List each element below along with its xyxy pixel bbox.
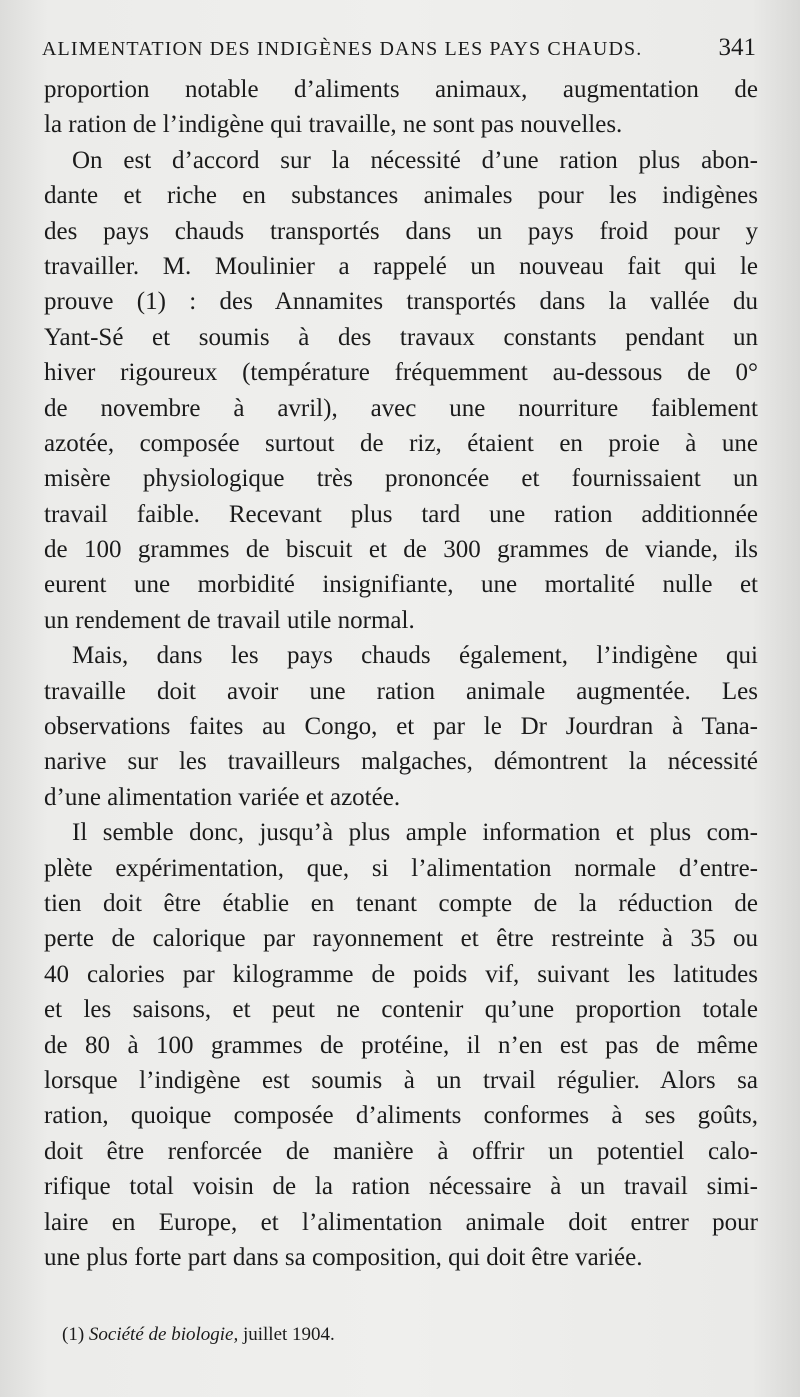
text-line: On est d’accord sur la nécessité d’une ration plus abon-: [72, 146, 758, 174]
text-line: dante et riche en substances animales pour les indigènes: [44, 182, 758, 210]
text-line: travail faible. Recevant plus tard une ration additionnée: [44, 500, 758, 528]
text-line: plète expérimentation, que, si l’alimentation normale d’entre-: [44, 854, 758, 882]
text-line: de novembre à avril), avec une nourriture faiblement: [44, 394, 758, 422]
text-line: Mais, dans les pays chauds également, l’indigène qui: [72, 642, 758, 670]
page-header: [42, 36, 756, 68]
text-line: azotée, composée surtout de riz, étaient en proie à une: [44, 429, 758, 457]
text-line: proportion notable d’aliments animaux, augmentation de: [44, 76, 758, 103]
footnote-source: Société de biologie,: [88, 1324, 239, 1345]
text-line: doit être renforcée de manière à offrir un potentiel calo-: [44, 1137, 758, 1165]
text-line: la ration de l’indigène qui travaille, ne sont pas nouvelles.: [44, 111, 623, 139]
text-line: un rendement de travail utile normal.: [44, 606, 415, 634]
text-line: travaille doit avoir une ration animale augmentée. Les: [44, 677, 758, 705]
text-line: des pays chauds transportés dans un pays froid pour y: [44, 217, 758, 245]
footnote: [62, 1324, 335, 1346]
text-line: lorsque l’indigène est soumis à un trvail régulier. Alors sa: [44, 1066, 758, 1094]
text-line: Yant-Sé et soumis à des travaux constants pendant un: [44, 323, 758, 351]
text-line: 40 calories par kilogramme de poids vif, suivant les latitudes: [44, 960, 758, 988]
text-line: Il semble donc, jusqu’à plus ample information et plus com-: [72, 819, 758, 847]
text-line: eurent une morbidité insignifiante, une mortalité nulle et: [44, 571, 758, 599]
text-line: une plus forte part dans sa composition, qui doit être variée.: [44, 1243, 643, 1271]
text-line: ration, quoique composée d’aliments conformes à ses goûts,: [44, 1102, 758, 1130]
text-line: laire en Europe, et l’alimentation animale doit entrer pour: [44, 1208, 758, 1236]
footnote-date: juillet 1904.: [242, 1324, 335, 1345]
text-line: travailler. M. Moulinier a rappelé un nouveau fait qui le: [44, 252, 758, 280]
text-line: et les saisons, et peut ne contenir qu’une proportion totale: [44, 996, 758, 1024]
body-text: [44, 72, 758, 1275]
footnote-marker: (1): [62, 1324, 85, 1345]
text-line: d’une alimentation variée et azotée.: [44, 783, 401, 811]
running-head: ALIMENTATION DES INDIGÈNES DANS LES PAYS CHAUDS.: [42, 38, 643, 60]
text-line: de 80 à 100 grammes de protéine, il n’en est pas de même: [44, 1031, 758, 1059]
text-line: tien doit être établie en tenant compte de la réduction de: [44, 889, 758, 917]
text-line: perte de calorique par rayonnement et être restreinte à 35 ou: [44, 925, 758, 953]
text-line: misère physiologique très prononcée et fournissaient un: [44, 465, 758, 493]
page-number: 341: [718, 34, 756, 61]
text-line: narive sur les travailleurs malgaches, démontrent la nécessité: [44, 748, 758, 776]
text-line: prouve (1) : des Annamites transportés dans la vallée du: [44, 288, 758, 316]
text-line: observations faites au Congo, et par le Dr Jourdran à Tana-: [44, 713, 758, 741]
text-line: rifique total voisin de la ration nécessaire à un travail simi-: [44, 1173, 758, 1201]
text-line: hiver rigoureux (température fréquemment au-dessous de 0°: [44, 359, 758, 387]
text-line: de 100 grammes de biscuit et de 300 grammes de viande, ils: [44, 536, 758, 564]
